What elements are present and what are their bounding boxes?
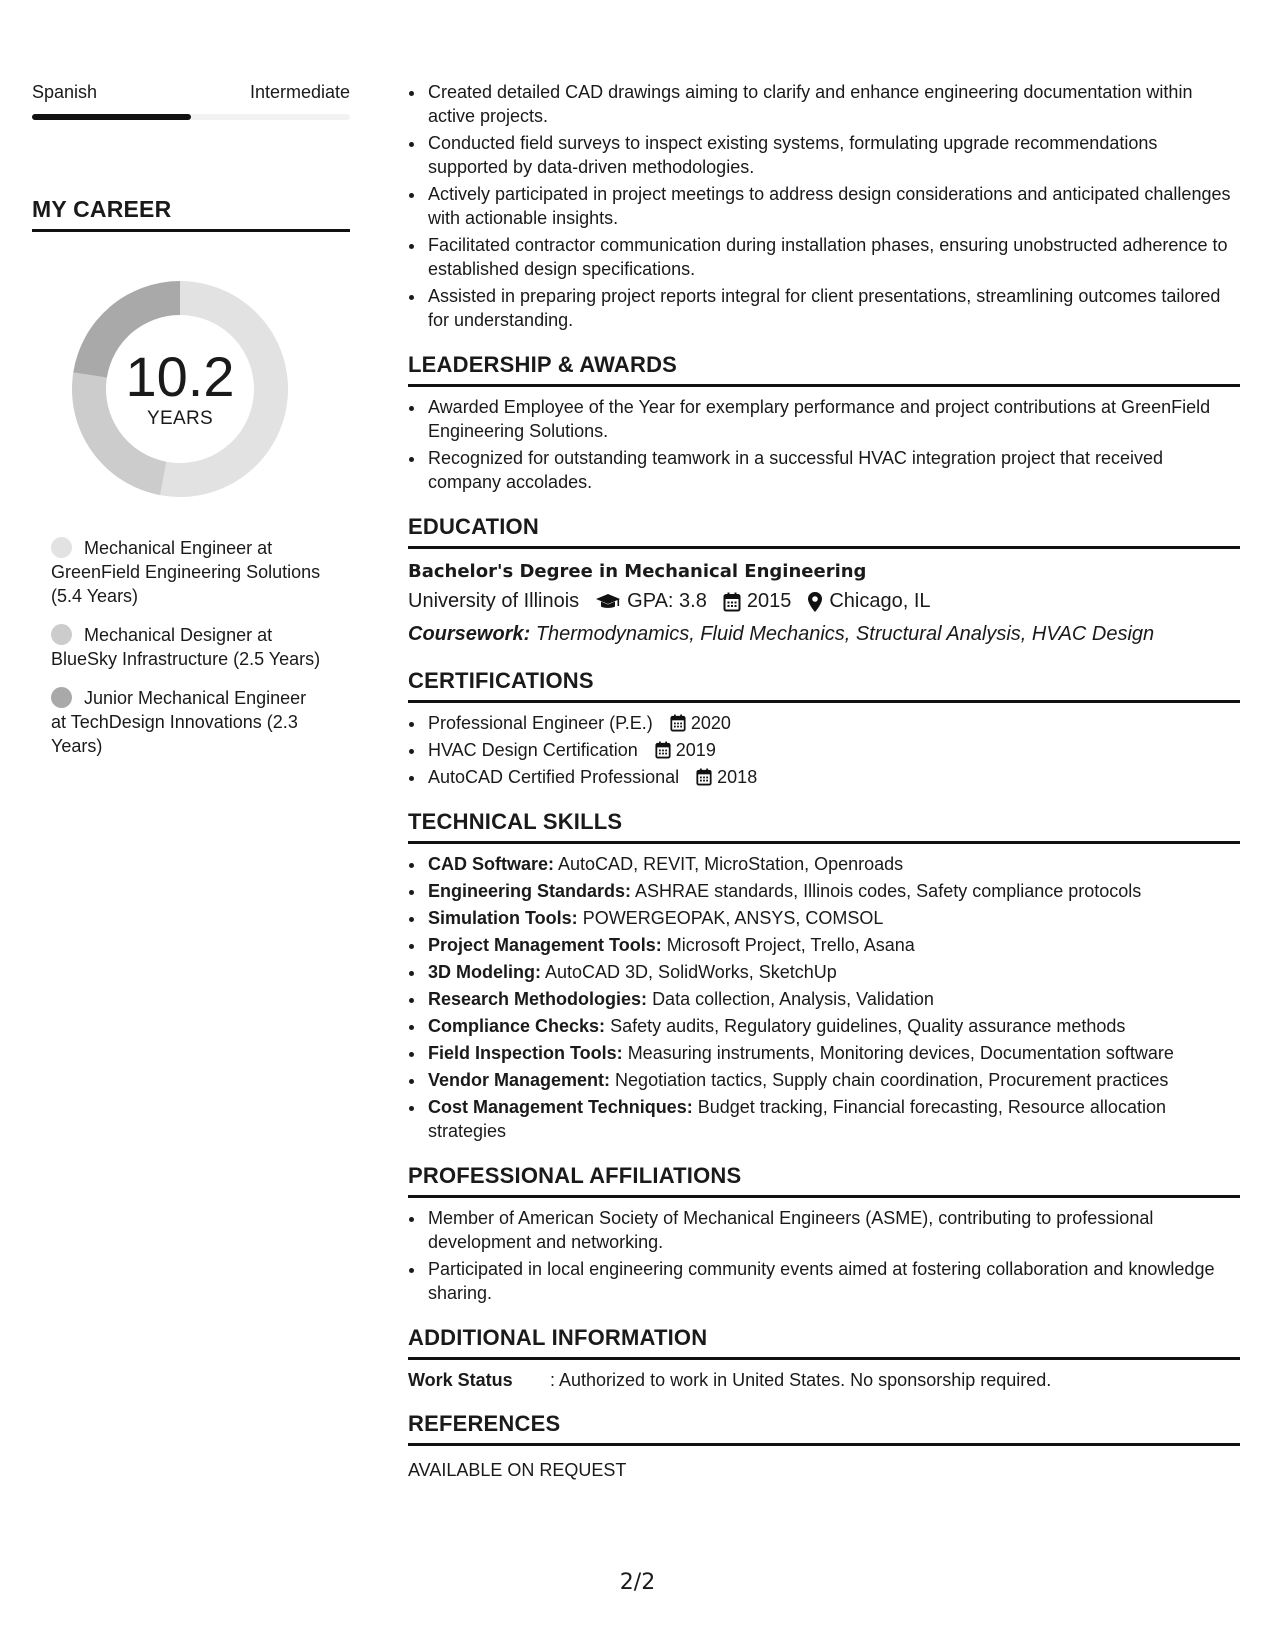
education-coursework	[408, 623, 1240, 646]
skill-value: Microsoft Project, Trello, Asana	[666, 935, 915, 955]
additional-heading: ADDITIONAL INFORMATION	[408, 1325, 1240, 1360]
left-column	[32, 80, 350, 773]
calendar-icon	[723, 592, 741, 612]
certification-item	[426, 738, 1240, 762]
experience-bullets	[408, 80, 1240, 332]
certifications-heading: CERTIFICATIONS	[408, 668, 1240, 703]
skill-item	[426, 1041, 1240, 1065]
experience-bullet: • Facilitated contractor communication during installation phases, ensuring unobstructed adherence to established design specifications.	[426, 233, 1240, 281]
certification-name: HVAC Design Certification	[428, 740, 638, 760]
language-level: Intermediate	[249, 82, 350, 102]
skill-value: AutoCAD 3D, SolidWorks, SketchUp	[545, 962, 837, 982]
skill-value: AutoCAD, REVIT, MicroStation, Openroads	[558, 854, 904, 874]
career-legend	[32, 536, 322, 758]
affiliations-heading: PROFESSIONAL AFFILIATIONS	[408, 1163, 1240, 1198]
affiliation-item: • Participated in local engineering community events aimed at fostering collaboration and knowledge sharing.	[426, 1257, 1240, 1305]
career-donut-chart	[65, 274, 295, 504]
certification-name: AutoCAD Certified Professional	[428, 767, 680, 787]
certification-date	[670, 713, 731, 733]
skill-label: Cost Management Techniques:	[428, 1097, 693, 1117]
education-heading: EDUCATION	[408, 514, 1240, 549]
career-heading: MY CAREER	[32, 196, 350, 232]
work-status-label: Work Status	[408, 1370, 513, 1390]
legend-label: Junior Mechanical Engineer at TechDesign Innovations (2.3 Years)	[51, 688, 307, 756]
legend-item	[51, 686, 322, 758]
calendar-icon	[655, 741, 671, 759]
leadership-list	[408, 395, 1240, 494]
certification-name: Professional Engineer (P.E.)	[428, 713, 653, 733]
education-school: University of Illinois	[408, 590, 580, 612]
legend-item	[51, 536, 322, 608]
graduation-cap-icon	[595, 593, 621, 611]
skill-value: ASHRAE standards, Illinois codes, Safety compliance protocols	[635, 881, 1142, 901]
leadership-item: • Awarded Employee of the Year for exemplary performance and project contributions at GreenField Engineering Solutions.	[426, 395, 1240, 443]
skill-item	[426, 852, 1240, 876]
skill-item	[426, 987, 1240, 1011]
skill-label: Project Management Tools:	[428, 935, 662, 955]
skill-item	[426, 879, 1240, 903]
skill-item	[426, 1095, 1240, 1143]
legend-dot	[51, 687, 72, 708]
experience-bullet: • Assisted in preparing project reports integral for client presentations, streamlining outcomes tailored for understanding.	[426, 284, 1240, 332]
leadership-item: • Recognized for outstanding teamwork in a successful HVAC integration project that received company accolades.	[426, 446, 1240, 494]
skill-label: Engineering Standards:	[428, 881, 632, 901]
donut-center	[65, 274, 295, 504]
skill-item	[426, 1014, 1240, 1038]
skill-value: Safety audits, Regulatory guidelines, Quality assurance methods	[610, 1016, 1126, 1036]
skill-item	[426, 933, 1240, 957]
education-degree: Bachelor's Degree in Mechanical Engineering	[408, 561, 867, 582]
skill-item	[426, 960, 1240, 984]
calendar-icon	[670, 714, 686, 732]
skills-heading: TECHNICAL SKILLS	[408, 809, 1240, 844]
leadership-heading: LEADERSHIP & AWARDS	[408, 352, 1240, 387]
coursework-label: Coursework:	[408, 623, 531, 645]
career-years-unit: YEARS	[147, 408, 213, 429]
legend-item	[51, 623, 322, 671]
education-meta	[408, 590, 1240, 613]
certification-item	[426, 711, 1240, 735]
affiliations-list	[408, 1206, 1240, 1305]
skill-item	[426, 1068, 1240, 1092]
affiliation-item: • Member of American Society of Mechanical Engineers (ASME), contributing to professional development and networking.	[426, 1206, 1240, 1254]
page-number: 2/2	[619, 1570, 656, 1595]
skill-label: Research Methodologies:	[428, 989, 648, 1009]
certification-date	[696, 767, 757, 787]
legend-label: Mechanical Designer at BlueSky Infrastructure (2.5 Years)	[51, 625, 321, 669]
career-total-years: 10.2	[125, 345, 235, 408]
coursework-list: Thermodynamics, Fluid Mechanics, Structural Analysis, HVAC Design	[535, 623, 1155, 645]
skill-item	[426, 906, 1240, 930]
legend-dot	[51, 624, 72, 645]
skill-label: Field Inspection Tools:	[428, 1043, 623, 1063]
skill-value: Measuring instruments, Monitoring devices, Documentation software	[627, 1043, 1174, 1063]
certification-year: 2018	[717, 767, 758, 787]
skill-label: Compliance Checks:	[428, 1016, 606, 1036]
language-proficiency-fill	[32, 114, 191, 120]
experience-bullet: • Conducted field surveys to inspect existing systems, formulating upgrade recommendations supported by data-driven methodologies.	[426, 131, 1240, 179]
skill-label: Vendor Management:	[428, 1070, 611, 1090]
skill-value: Budget tracking, Financial forecasting, Resource allocation strategies	[428, 1097, 1166, 1141]
education-gpa: GPA: 3.8	[627, 590, 707, 612]
legend-dot	[51, 537, 72, 558]
skill-label: 3D Modeling:	[428, 962, 541, 982]
education-location: Chicago, IL	[829, 590, 931, 612]
certification-date	[655, 740, 716, 760]
certification-year: 2020	[690, 713, 731, 733]
work-status-row	[408, 1370, 1240, 1391]
skill-label: Simulation Tools:	[428, 908, 578, 928]
map-pin-icon	[807, 591, 823, 613]
language-proficiency-bar	[32, 114, 350, 120]
experience-bullet: • Actively participated in project meetings to address design considerations and anticipated challenges with actionable insights.	[426, 182, 1240, 230]
experience-bullet: • Created detailed CAD drawings aiming to clarify and enhance engineering documentation within active projects.	[426, 80, 1240, 128]
education-year: 2015	[746, 590, 792, 612]
skill-value: POWERGEOPAK, ANSYS, COMSOL	[582, 908, 884, 928]
calendar-icon	[696, 768, 712, 786]
references-heading: REFERENCES	[408, 1411, 1240, 1446]
skill-value: Data collection, Analysis, Validation	[652, 989, 934, 1009]
legend-label: Mechanical Engineer at GreenField Engineering Solutions (5.4 Years)	[51, 538, 321, 606]
certifications-list	[408, 711, 1240, 789]
skills-list	[408, 852, 1240, 1143]
right-column	[408, 80, 1240, 1481]
certification-item	[426, 765, 1240, 789]
work-status-value: : Authorized to work in United States. No sponsorship required.	[550, 1370, 1052, 1390]
language-row	[32, 80, 350, 104]
references-text: AVAILABLE ON REQUEST	[408, 1460, 627, 1480]
skill-label: CAD Software:	[428, 854, 555, 874]
skill-value: Negotiation tactics, Supply chain coordination, Procurement practices	[615, 1070, 1169, 1090]
language-name: Spanish	[32, 82, 98, 102]
certification-year: 2019	[675, 740, 716, 760]
